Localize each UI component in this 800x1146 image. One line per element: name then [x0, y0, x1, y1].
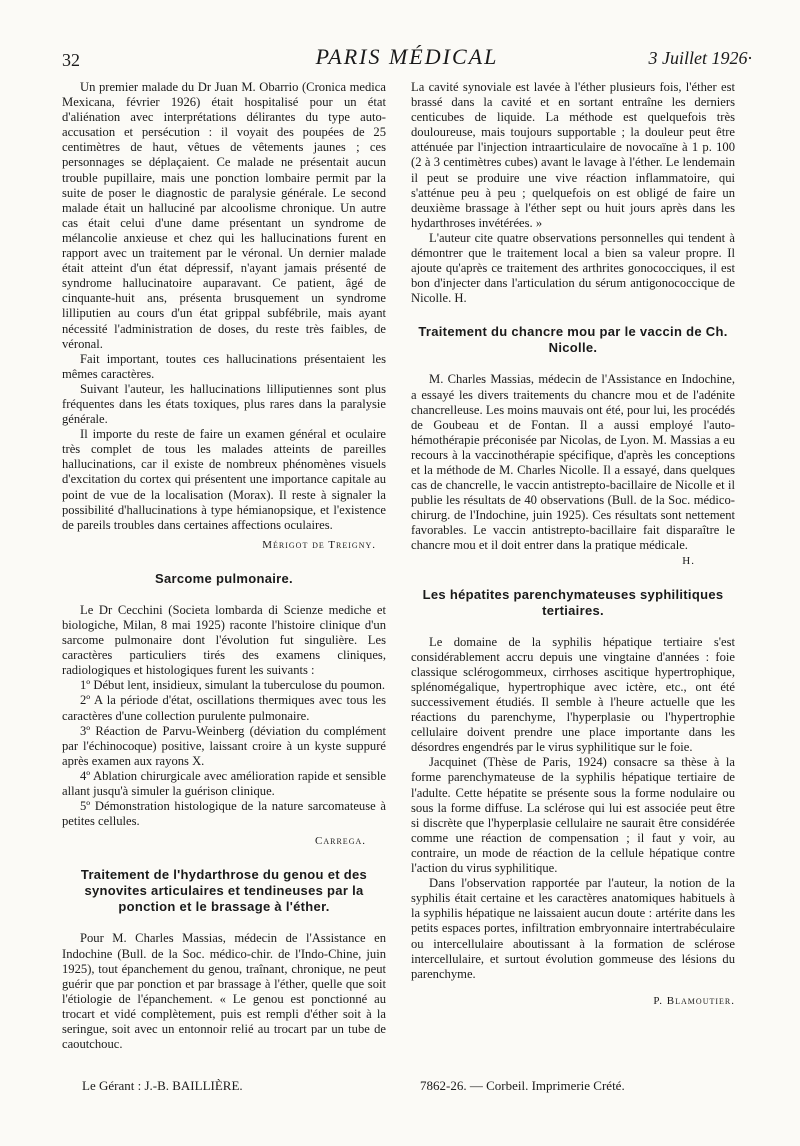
list-item: 5º Démonstration histologique de la nature sarcomateuse à petites cellules.: [62, 799, 386, 829]
paragraph: M. Charles Massias, médecin de l'Assistance en Indochine, a essayé les divers traitements du chancre mou et de l'adénite chancrelleuse. Les moins mauvais ont été, pour lui, les procédés de Goubeau et de Fontan. Il a aussi employé l'auto-hémothérapie préconisée par Nicolas, de Lyon. M. Massias a eu recours à la vaccinothérapie spécifique, d'après les conceptions et la méthode de M. Charles Nicolle. Il a essayé, dans quelques cas de chancrelle, le vaccin antistrepto-bacillaire de Nicolle et il publie les résultats de 40 observations (Bull. de la Soc. médico-chirurg. de l'Indochine, juin 1925). Ces résultats sont nettement favorables. Le vaccin antistrepto-bacillaire fait disparaître le chancre mou et il doit entrer dans la pratique médicale.: [411, 372, 735, 553]
paragraph: Le domaine de la syphilis hépatique tertiaire s'est considérablement accru depuis une vingtaine d'années : foie classique sclérogommeux, cirrhoses ascitique hypertrophique, splénomégalique, hypertrophique avec ictère, etc., ont été successivement étudiés. Il semble à l'heure actuelle que les réactions du parenchyme, l'hyperplasie ou l'hypertrophie cellulaire doivent prendre une place importante dans les désordres engendrés par le virus syphilitique sur le foie.: [411, 634, 735, 755]
paragraph: Le Dr Cecchini (Societa lombarda di Scienze mediche et biologiche, Milan, 8 mai 1925) raconte l'histoire clinique d'un sarcome pulmonaire dont l'évolution fut singulière. Les caractères particuliers tirés des examens cliniques, radiologiques et histologiques furent les suivants :: [62, 602, 386, 678]
right-column: [411, 80, 735, 1060]
author-signature: H.: [682, 554, 695, 567]
list-item: 2º A la période d'état, oscillations thermiques avec tous les caractères d'une collection purulente pulmonaire.: [62, 693, 386, 723]
printer-line: 7862-26. — Corbeil. Imprimerie Crété.: [420, 1078, 625, 1093]
page-number: 32: [62, 50, 80, 70]
list-item: 4º Ablation chirurgicale avec amélioration rapide et sensible allant jusqu'à simuler la guérison clinique.: [62, 768, 386, 799]
paragraph: Un premier malade du Dr Juan M. Obarrio (Cronica medica Mexicana, février 1926) était hospitalisé pour un état d'aliénation avec interprétations délirantes du type auto-accusation et persécution : il voyait des poupées de 25 centimètres de haut, vêtues de vêtements jaunes ; ces personnages se déplaçaient. Ce malade ne présentait aucun trouble pupillaire, mais une ponction lombaire permit par la suite de poser le diagnostic de paralysie générale. Le second malade était un halluciné par alcoolisme chronique. Un autre cas était celui d'une dame présentant un syndrome de mélancolie anxieuse et chez qui les hallucinations furent en rapport avec un traitement par le véronal. Un dernier malade était atteint d'un état dépressif, n'ayant jamais présenté de syndrome hallucinatoire auparavant. Ce patient, âgé de cinquante-huit ans, présenta brusquement un syndrome lilliputien au cours d'un état grippal subfébrile, mais ayant nécessité l'administration de doses, du reste très faibles, de véronal.: [62, 80, 386, 351]
paragraph: Fait important, toutes ces hallucinations présentaient les mêmes caractères.: [62, 351, 386, 381]
paragraph: Pour M. Charles Massias, médecin de l'Assistance en Indochine (Bull. de la Soc. médico-chir. de l'Indo-Chine, juin 1925), tout épanchement du genou, traînant, chronique, ne peut guérir que par ponction et par brassage à l'éther, quelle que soit l'étiologie de l'épanchement. « Le genou est ponctionné au trocart et vidé complètement, puis est rempli d'éther soit à la seringue, soit avec un entonnoir relié au trocart par un tube de caoutchouc.: [62, 931, 386, 1052]
author-signature: P. Blamoutier.: [653, 994, 735, 1007]
section-heading-chancre: Traitement du chancre mou par le vaccin de Ch. Nicolle.: [418, 324, 728, 356]
page-footer: [82, 1078, 702, 1098]
paragraph: Il importe du reste de faire un examen général et oculaire très complet de tous les malades atteints de pareilles hallucinations, car il existe de nombreux phénomènes visuels d'excitation du cortex qui présentent une importance capitale au point de vue de la localisation (Morax). Il reste à signaler la possibilité d'hallucinations à type hémianopsique, et l'existence de pareils troubles dans certaines affections oculaires.: [62, 427, 386, 532]
list-item: 3º Réaction de Parvu-Weinberg (déviation du complément par l'échinocoque) positive, laissant croire à un kyste suppuré après examen aux rayons X.: [62, 723, 386, 768]
paragraph: Suivant l'auteur, les hallucinations lilliputiennes sont plus fréquentes dans les états toxiques, plus rares dans la paralysie générale.: [62, 381, 386, 427]
left-column: [62, 80, 386, 1060]
list-item: 1º Début lent, insidieux, simulant la tuberculose du poumon.: [80, 678, 386, 693]
paragraph: La cavité synoviale est lavée à l'éther plusieurs fois, l'éther est brassé dans la cavité et en sortant entraîne les derniers centicubes de liquide. La méthode est quelquefois très douloureuse, mais toujours supportable ; la douleur peut être atténuée par l'injection intraarticulaire de novocaïne à 1 p. 100 (2 à 3 centimètres cubes) avant le lavage à l'éther. Le lendemain il peut se produire une vive réaction inflammatoire, qui s'atténue peu à peu ; quelquefois on est obligé de faire un deuxième brassage à l'éther sept ou huit jours après dans les hydarthroses invétérées. »: [411, 80, 735, 230]
journal-title: PARIS MÉDICAL: [315, 44, 499, 69]
paragraph: Jacquinet (Thèse de Paris, 1924) consacre sa thèse à la forme parenchymateuse de la syphilis hépatique tertiaire de l'adulte. Cette hépatite se présente sous la forme nodulaire ou sous la forme diffuse. La sclérose qui lui est associée peut être si discrète que l'hyperplasie cellulaire ne saurait être considérée comme une réaction de compensation ; il faut y voir, au contraire, un mode de réaction de la cellule hépatique contre l'action du virus syphilitique.: [411, 755, 735, 876]
section-heading-sarcome: Sarcome pulmonaire.: [155, 570, 293, 586]
publisher-manager: Le Gérant : J.-B. BAILLIÈRE.: [82, 1078, 243, 1093]
author-signature: Carrega.: [315, 835, 366, 848]
section-heading-hydarthrose: Traitement de l'hydarthrose du genou et des synovites articulaires et tendineuses par la ponction et le brassage à l'éther.: [80, 867, 368, 915]
issue-date: 3 Juillet 1926·: [648, 48, 752, 68]
section-heading-hepatites: Les hépatites parenchymateuses syphilitiques tertiaires.: [422, 586, 724, 618]
author-signature: Mérigot de Treigny.: [262, 538, 376, 551]
paragraph: Dans l'observation rapportée par l'auteur, la notion de la syphilis était certaine et les caractères anatomiques habituels à la syphilis hépatique ne laissaient aucun doute : artérite dans les petits espaces portes, infiltration embryonnaire intertrabéculaire ou intercellulaire aboutissant à la formation de sclérose intercellulaire, et surtout évolution gommeuse des lésions du parenchyme.: [411, 876, 735, 981]
paragraph: L'auteur cite quatre observations personnelles qui tendent à démontrer que le traitement local a bien sa valeur propre. Il ajoute qu'après ce traitement des arthrites gonococciques, il est bon d'injecter dans l'articulation du sérum antigonococcique de Nicolle. H.: [411, 230, 735, 306]
page-header: [62, 44, 752, 74]
